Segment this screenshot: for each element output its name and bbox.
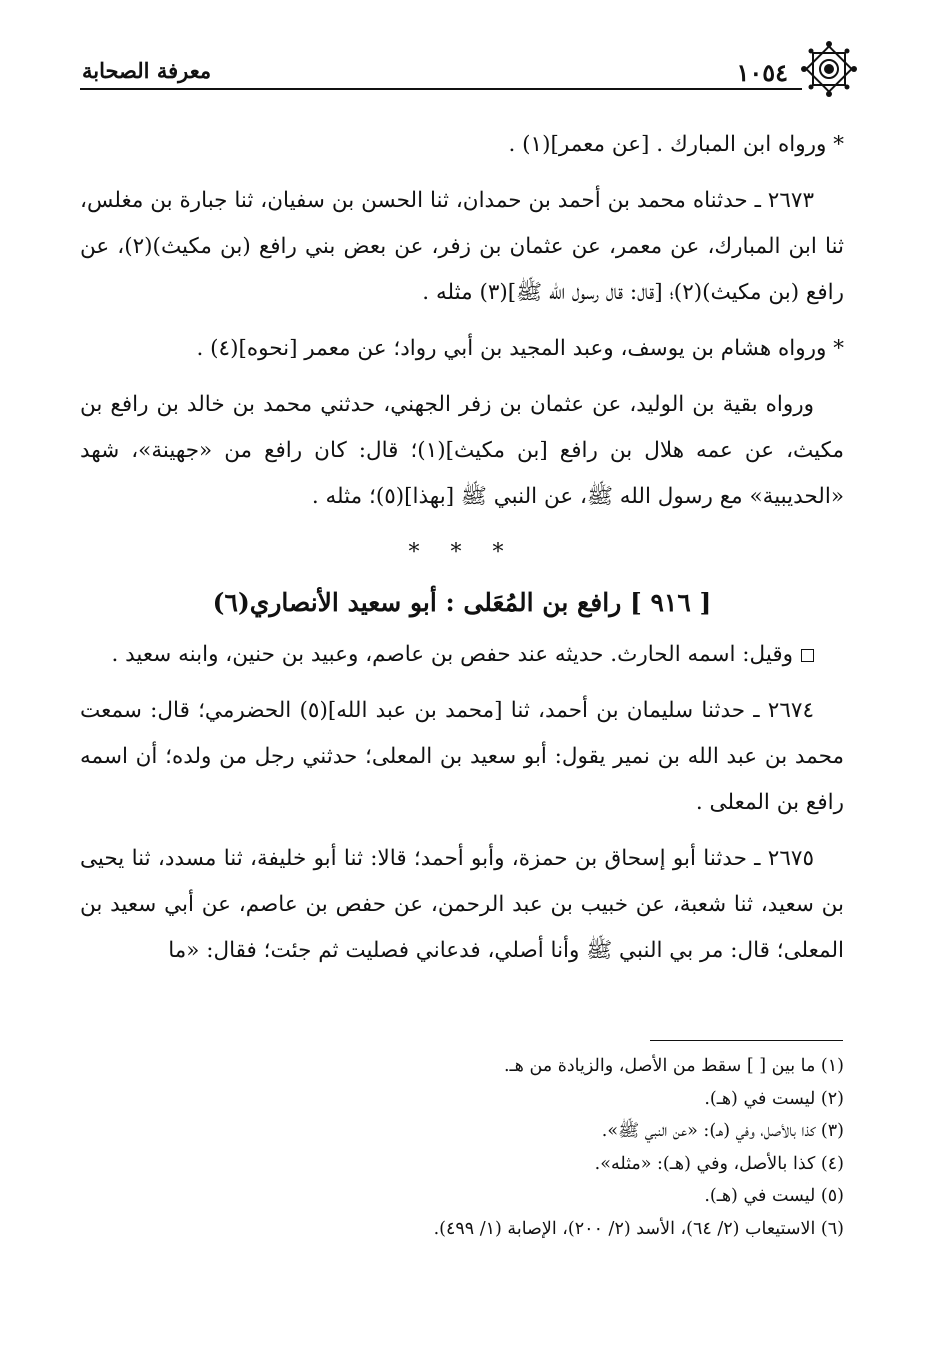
footnote-divider	[650, 1040, 843, 1041]
section-separator: * * *	[408, 540, 516, 565]
entry-intro	[80, 632, 844, 678]
footnote-1: (١) ما بين [ ] سقط من الأصل، والزيادة من هـ.	[503, 1056, 844, 1076]
footnote-5: (٥) ليست في (هـ).	[704, 1186, 844, 1206]
hadith-2675: ٢٦٧٥ ـ حدثنا أبو إسحاق بن حمزة، وأبو أحمد؛ قالا: ثنا أبو خليفة، ثنا مسدد، ثنا يحيى بن سعيد، ثنا شعبة، عن خبيب بن عبد الرحمن، عن حفص بن عاصم، عن أبي سعيد بن المعلى؛ قال: مر بي النبي ﷺ وأنا أصلي، فدعاني فصليت ثم جئت؛ فقال: «ما	[80, 846, 844, 963]
running-title: معرفة الصحابة	[82, 58, 212, 83]
hadith-2674: ٢٦٧٤ ـ حدثنا سليمان بن أحمد، ثنا [محمد بن عبد الله](٥) الحضرمي؛ قال: سمعت محمد بن عبد الله بن نمير يقول: أبو سعيد بن المعلى؛ حدثني رجل من ولده؛ أن اسمه رافع بن المعلى .	[80, 698, 844, 815]
footnotes	[80, 1050, 844, 1245]
footnote-6: (٦) الاستيعاب (٢/ ٦٤)، الأسد (٢/ ٢٠٠)، الإصابة (١/ ٤٩٩).	[433, 1218, 844, 1239]
paragraph-narration-3: ورواه بقية بن الوليد، عن عثمان بن زفر الجهني، حدثني محمد بن خالد بن رافع بن مكيث، عن عمه هلال بن رافع [بن مكيث](١)؛ قال: كان رافع من «جهينة»، شهد «الحديبية» مع رسول الله ﷺ، عن النبي ﷺ [بهذا](٥)؛ مثله .	[80, 392, 844, 509]
footnote-2: (٢) ليست في (هـ).	[704, 1088, 844, 1109]
page-header	[80, 40, 850, 90]
paragraph-narration-2: * ورواه هشام بن يوسف، وعبد المجيد بن أبي رواد؛ عن معمر [نحوه](٤) .	[196, 336, 844, 361]
entry-title: [ ٩١٦ ] رافع بن المُعَلى : أبو سعيد الأنصاري(٦)	[212, 588, 712, 617]
octagram-ornament-icon	[800, 40, 858, 98]
main-text	[80, 122, 844, 984]
footnote-3: (٣) كذا بالأصل، وفي (هـ): «عن النبي ﷺ».	[601, 1121, 844, 1141]
hadith-2673: ٢٦٧٣ ـ حدثناه محمد بن أحمد بن حمدان، ثنا الحسن بن سفيان، ثنا جبارة بن مغلس، ثنا ابن المبارك، عن معمر، عن عثمان بن زفر، عن بعض بني رافع (بن مكيث)(٢)، عن رافع (بن مكيث)(٢)؛ [قال: قال رسول الله ﷺ](٣) مثله .	[80, 188, 844, 305]
square-bullet-icon	[801, 649, 814, 662]
entry-intro-text: وقيل: اسمه الحارث. حديثه عند حفص بن عاصم، وعبيد بن حنين، وابنه سعيد .	[111, 642, 793, 667]
header-divider	[80, 88, 802, 90]
page-number: ١٠٥٤	[736, 58, 788, 87]
paragraph-narration-1: * ورواه ابن المبارك . [عن معمر](١) .	[508, 132, 844, 157]
footnote-4: (٤) كذا بالأصل، وفي (هـ): «مثله».	[594, 1153, 844, 1174]
